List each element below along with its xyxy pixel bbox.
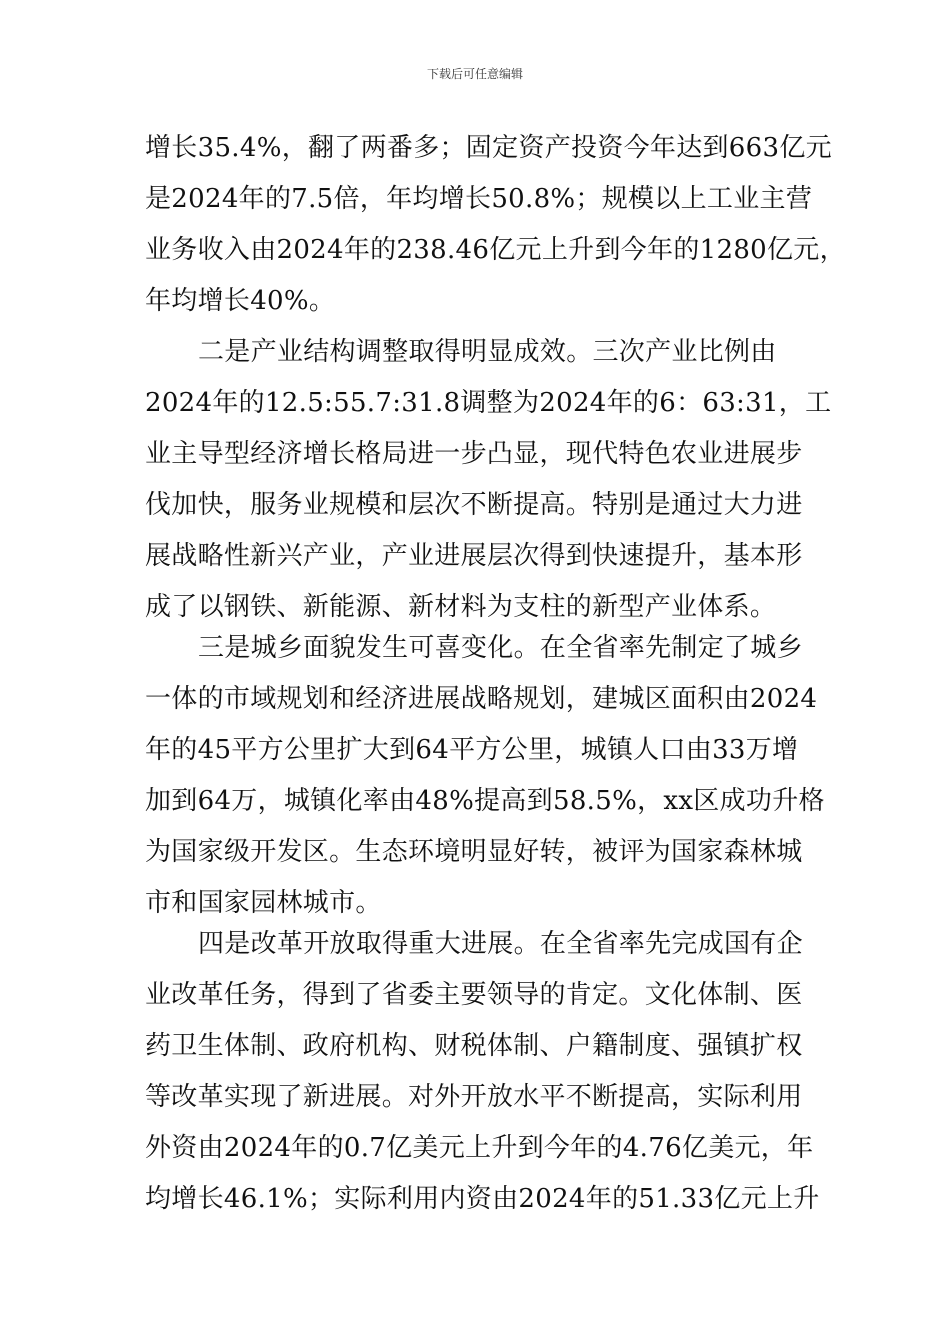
paragraph-line: 业主导型经济增长格局进一步凸显，现代特色农业进展步	[145, 439, 803, 469]
paragraph-line: 一体的市域规划和经济进展战略规划，建城区面积由2024	[145, 684, 818, 714]
paragraph-line: 年的45平方公里扩大到64平方公里，城镇人口由33万增	[145, 735, 799, 765]
paragraph-line: 是2024年的7.5倍，年均增长50.8%；规模以上工业主营	[145, 184, 813, 214]
paragraph-line: 成了以钢铁、新能源、新材料为支柱的新型产业体系。	[145, 592, 777, 622]
paragraph-line: 伐加快，服务业规模和层次不断提高。特别是通过大力进	[145, 490, 803, 520]
paragraph-line: 外资由2024年的0.7亿美元上升到今年的4.76亿美元，年	[145, 1133, 814, 1163]
paragraph-line: 四是改革开放取得重大进展。在全省率先完成国有企	[198, 929, 803, 959]
paragraph-line: 二是产业结构调整取得明显成效。三次产业比例由	[198, 337, 777, 367]
paragraph-line: 三是城乡面貌发生可喜变化。在全省率先制定了城乡	[198, 633, 803, 663]
page-header: 下载后可任意编辑	[426, 67, 523, 81]
paragraph-line: 2024年的12.5:55.7:31.8调整为2024年的6：63:31，工	[145, 388, 832, 418]
paragraph-line: 为国家级开发区。生态环境明显好转，被评为国家森林城	[145, 837, 803, 867]
paragraph-line: 增长35.4%，翻了两番多；固定资产投资今年达到663亿元	[145, 133, 832, 163]
paragraph-line: 药卫生体制、政府机构、财税体制、户籍制度、强镇扩权	[145, 1031, 803, 1061]
paragraph-line: 业务收入由2024年的238.46亿元上升到今年的1280亿元，	[145, 235, 846, 265]
paragraph-line: 年均增长40%。	[145, 286, 336, 316]
paragraph-line: 加到64万，城镇化率由48%提高到58.5%，xx区成功升格	[145, 786, 825, 816]
paragraph-line: 业改革任务，得到了省委主要领导的肯定。文化体制、医	[145, 980, 803, 1010]
paragraph-line: 均增长46.1%；实际利用内资由2024年的51.33亿元上升	[145, 1184, 820, 1214]
paragraph-line: 等改革实现了新进展。对外开放水平不断提高，实际利用	[145, 1082, 803, 1112]
paragraph-line: 展战略性新兴产业，产业进展层次得到快速提升，基本形	[145, 541, 803, 571]
paragraph-line: 市和国家园林城市。	[145, 888, 382, 918]
